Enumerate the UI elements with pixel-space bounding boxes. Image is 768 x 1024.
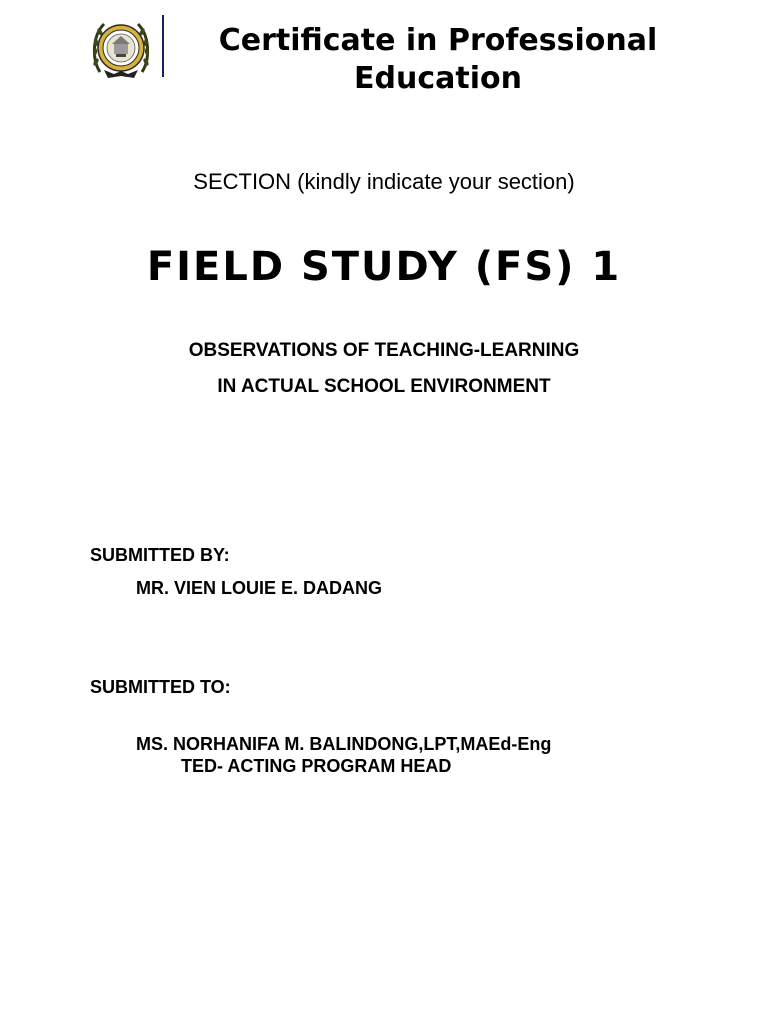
- submitted-to-label: SUBMITTED TO:: [90, 677, 231, 697]
- institution-seal-icon: [90, 14, 152, 82]
- submitted-to-name: MS. NORHANIFA M. BALINDONG,LPT,MAEd-Eng: [136, 734, 552, 754]
- subtitle-line-1: OBSERVATIONS OF TEACHING-LEARNING: [188, 340, 580, 361]
- submitted-by-name: MR. VIEN LOUIE E. DADANG: [136, 578, 383, 598]
- main-title: FIELD STUDY (FS) 1: [146, 244, 622, 290]
- subtitle-line-2: IN ACTUAL SCHOOL ENVIRONMENT: [217, 376, 551, 397]
- submitted-by-label: SUBMITTED BY:: [90, 545, 230, 565]
- section-instruction: SECTION (kindly indicate your section): [193, 169, 575, 194]
- certificate-title: Certificate in Professional Education: [218, 23, 658, 96]
- submitted-to-position: TED- ACTING PROGRAM HEAD: [181, 756, 452, 776]
- header-divider: [162, 15, 164, 77]
